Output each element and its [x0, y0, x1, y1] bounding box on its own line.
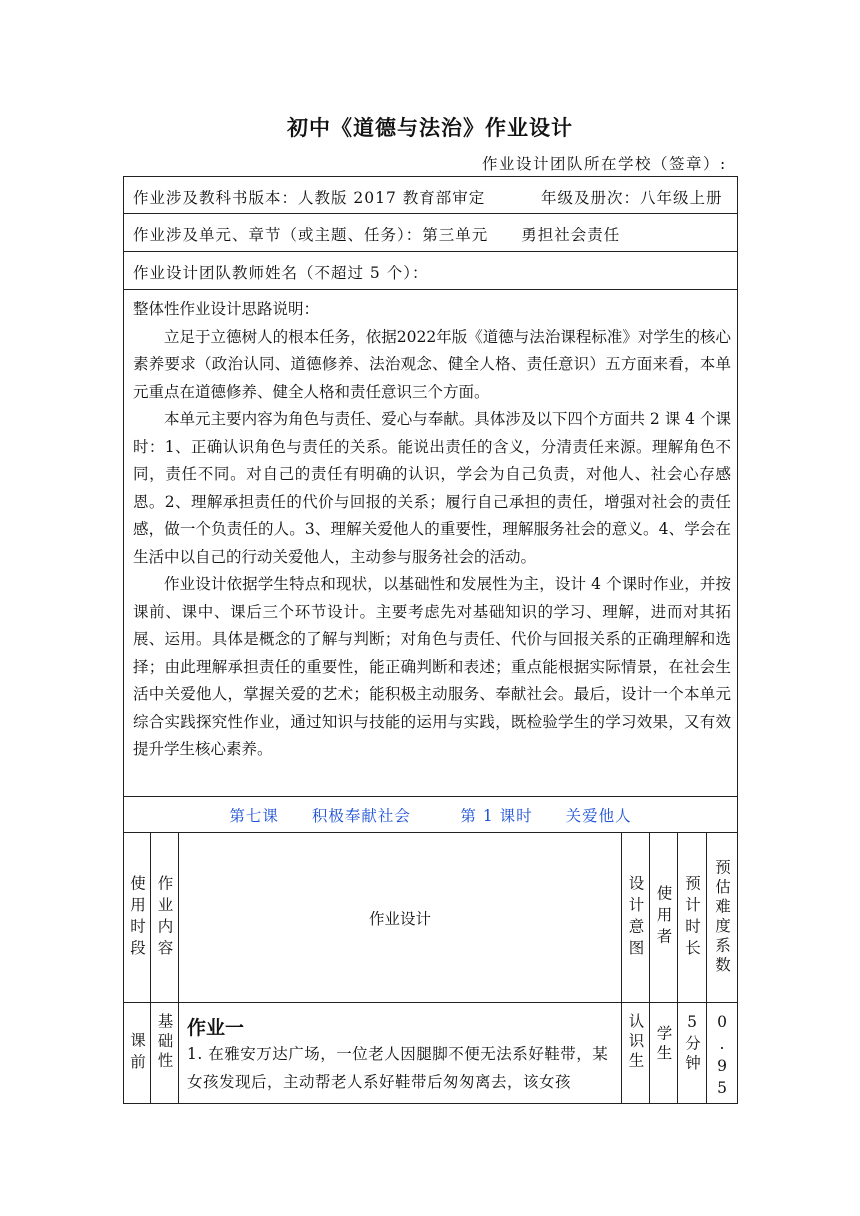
work-title: 作业一	[187, 1017, 245, 1039]
header-difficulty: 预估难度系数	[707, 833, 738, 1003]
textbook-row	[123, 176, 738, 214]
row-user: 学生	[650, 1003, 678, 1104]
row-content: 基础性	[151, 1003, 179, 1104]
grade-volume: 年级及册次：八年级上册	[541, 189, 723, 207]
header-duration: 预计时长	[678, 833, 707, 1003]
team-teachers: 作业设计团队教师姓名（不超过 5 个）：	[133, 264, 429, 282]
unit-chapter: 作业涉及单元、章节（或主题、任务）：第三单元 勇担社会责任	[133, 226, 621, 244]
document-title: 初中《道德与法治》作业设计	[287, 116, 573, 140]
lesson-title: 第七课 积极奉献社会 第 1 课时 关爱他人	[229, 807, 632, 825]
unit-row	[123, 214, 738, 252]
design-paragraph-2: 本单元主要内容为角色与责任、爱心与奉献。具体涉及以下四个方面共 2 课 4 个课时：1、正确认识角色与责任的关系。能说出责任的含义，分清责任来源。理解角色不同，责任不同。对自己的责任有明确的认识，学会为自己负责，对他人、社会心存感恩。2、理解承担责任的代价与回报的关系；履行自己承担的责任，增强对社会的责任感，做一个负责任的人。3、理解关爱他人的重要性，理解服务社会的意义。4、学会在生活中以自己的行动关爱他人，主动参与服务社会的活动。	[133, 410, 731, 566]
row-design	[179, 1003, 622, 1104]
homework-table	[123, 833, 738, 1104]
row-difficulty: 0.95	[707, 1003, 738, 1104]
header-design: 作业设计	[179, 833, 622, 1003]
lesson-row	[123, 797, 738, 833]
design-explanation-row	[123, 290, 738, 797]
header-period: 使用时段	[123, 833, 151, 1003]
design-paragraph-1: 立足于立德树人的根本任务，依据2022年版《道德与法治课程标准》对学生的核心素养要求（政治认同、道德修养、法治观念、健全人格、责任意识）五方面来看，本单元重点在道德修养、健全人格和责任意识三个方面。	[133, 327, 731, 401]
row-intent: 认识生	[622, 1003, 650, 1104]
school-label: 作业设计团队所在学校（签章）:	[482, 155, 727, 173]
header-intent: 设计意图	[622, 833, 650, 1003]
design-heading: 整体性作业设计思路说明：	[133, 300, 320, 318]
row-duration: 5分钟	[678, 1003, 707, 1104]
header-content: 作业内容	[151, 833, 179, 1003]
teachers-row	[123, 252, 738, 290]
question-1: 1. 在雅安万达广场，一位老人因腿脚不便无法系好鞋带，某女孩发现后，主动帮老人系好鞋带后匆匆离去，该女孩	[187, 1045, 609, 1091]
textbook-version: 作业涉及教科书版本：人教版 2017 教育部审定	[133, 189, 486, 207]
design-explanation	[133, 296, 731, 764]
row-period: 课前	[123, 1003, 151, 1104]
header-user: 使用者	[650, 833, 678, 1003]
design-paragraph-3: 作业设计依据学生特点和现状，以基础性和发展性为主，设计 4 个课时作业，并按课前、课中、课后三个环节设计。主要考虑先对基础知识的学习、理解，进而对其拓展、运用。具体是概念的了解与判断；对角色与责任、代价与回报关系的正确理解和选择；由此理解承担责任的重要性，能正确判断和表述；重点能根据实际情景，在社会生活中关爱他人，掌握关爱的艺术；能积极主动服务、奉献社会。最后，设计一个本单元综合实践探究性作业，通过知识与技能的运用与实践，既检验学生的学习效果，又有效提升学生核心素养。	[133, 575, 731, 758]
